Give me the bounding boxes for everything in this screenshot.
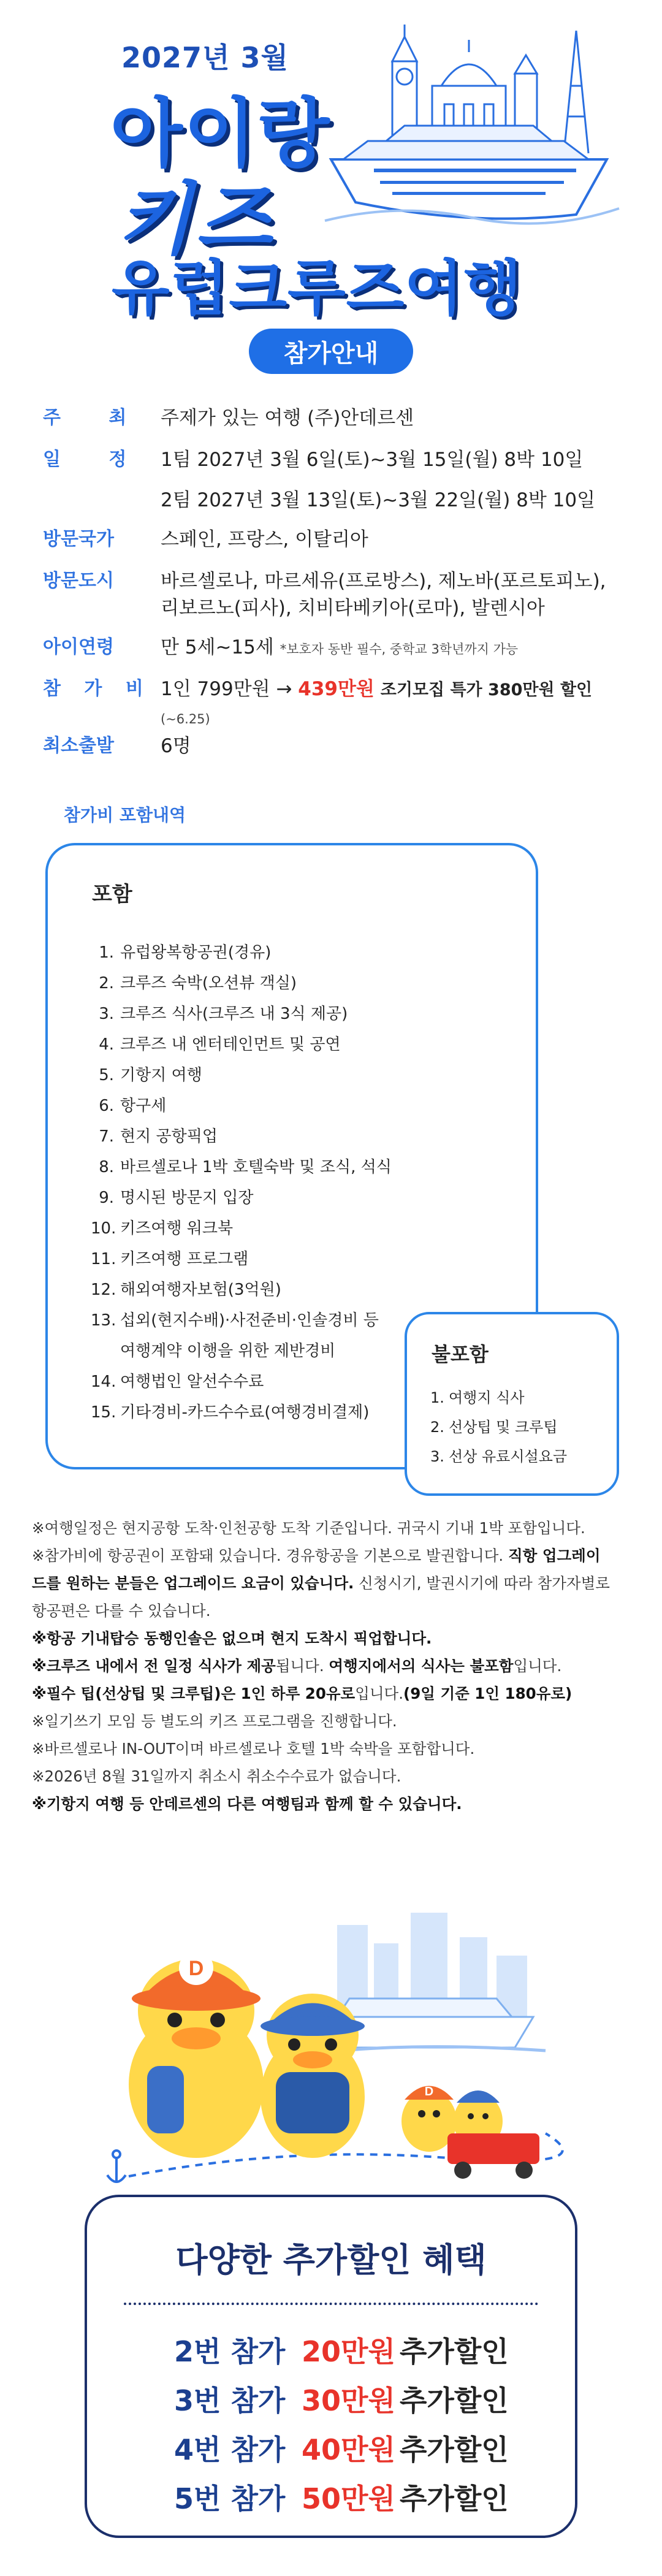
schedule-label: 일 정 [43, 449, 148, 470]
list-item: 6. 항구세 [99, 1097, 167, 1115]
fee-special: 조기모집 특가 380만원 할인 [380, 680, 593, 699]
list-item: 1. 여행지 식사 [430, 1389, 525, 1406]
info-row-fee [43, 676, 631, 733]
cruise-ship-landmarks-illustration [319, 18, 625, 239]
info-row-schedule [43, 446, 631, 514]
schedule-team-2: 2팀 2027년 3월 13일(토)~3월 22일(월) 8박 10일 [161, 489, 596, 511]
country-value: 스페인, 프랑스, 이탈리아 [161, 528, 368, 551]
hero-banner [0, 0, 662, 392]
info-row-country [43, 526, 631, 568]
trip-info-table [43, 405, 631, 774]
participation-guide-pill: 참가안내 [249, 329, 413, 374]
list-item: 9. 명시된 방문지 입장 [99, 1189, 254, 1207]
duck-cap-letter-2: D [424, 2085, 434, 2098]
note-5: ※필수 팁(선상팁 및 크루팁)은 1인 하루 20유로입니다.(9일 기준 1인 180유로) [32, 1685, 573, 1702]
list-item: 2. 크루즈 숙박(오션뷰 객실) [99, 974, 297, 993]
info-row-min [43, 733, 631, 774]
fee-original: 1인 799만원 → [161, 678, 292, 700]
age-range: 만 5세~15세 [161, 636, 274, 658]
list-item: 13. 섭외(현지수배)·사전준비·인솔경비 등 [91, 1311, 379, 1330]
list-item: 2. 선상팁 및 크루팁 [430, 1419, 558, 1436]
list-item: 3. 선상 유료시설요금 [430, 1448, 568, 1465]
city-value [152, 568, 631, 622]
discount-row: 4번 참가 40만원 추가할인 [174, 2433, 509, 2466]
exclude-title: 불포함 [432, 1343, 489, 1366]
list-item: 3. 크루즈 식사(크루즈 내 3식 제공) [99, 1005, 348, 1023]
notes-section [32, 1514, 639, 1818]
discount-rows [174, 2327, 517, 2523]
fee-deadline: (~6.25) [161, 712, 210, 726]
discount-title: 다양한 추가할인 혜택 [175, 2241, 487, 2279]
list-item: 12. 해외여행자보험(3억원) [91, 1281, 281, 1299]
note-1: ※여행일정은 현지공항 도착·인천공항 도착 기준입니다. 귀국시 기내 1박 포함입니다. [32, 1519, 585, 1537]
duck-cap-letter-1: D [188, 1957, 204, 1980]
list-item: 5. 기항지 여행 [99, 1066, 202, 1084]
note-4: ※크루즈 내에서 전 일정 식사가 제공됩니다. 여행지에서의 식사는 불포함입니다. [32, 1657, 562, 1675]
info-row-age [43, 634, 631, 676]
city-label: 방문도시 [43, 570, 114, 592]
note-9: ※기항지 여행 등 안데르센의 다른 여행팀과 함께 할 수 있습니다. [32, 1795, 462, 1813]
anchor-icon [107, 2151, 126, 2182]
duck-family-illustration [104, 1888, 570, 2207]
discount-row: 5번 참가 50만원 추가할인 [174, 2482, 509, 2515]
fee-discount: 439만원 [298, 678, 375, 700]
min-label: 최소출발 [43, 735, 114, 756]
discount-box [85, 2195, 577, 2538]
include-heading: 참가비 포함내역 [64, 805, 186, 825]
fee-value [152, 676, 631, 733]
country-label: 방문국가 [43, 528, 114, 550]
exclude-box [405, 1312, 619, 1496]
list-item: 7. 현지 공항픽업 [99, 1127, 218, 1146]
discount-divider [124, 2303, 538, 2305]
list-item: 10. 키즈여행 워크북 [91, 1219, 234, 1238]
note-6: ※일기쓰기 모임 등 별도의 키즈 프로그램을 진행합니다. [32, 1712, 397, 1730]
list-item: 4. 크루즈 내 엔터테인먼트 및 공연 [99, 1035, 341, 1054]
age-note: *보호자 동반 필수, 중학교 3학년까지 가능 [280, 642, 519, 657]
host-value: 주제가 있는 여행 (주)안데르센 [161, 407, 414, 429]
min-value: 6명 [161, 735, 191, 757]
host-label: 주 최 [43, 407, 148, 429]
discount-row: 3번 참가 30만원 추가할인 [174, 2384, 509, 2417]
note-7: ※바르셀로나 IN-OUT이며 바르셀로나 호텔 1박 숙박을 포함합니다. [32, 1740, 475, 1758]
list-item: 15. 기타경비-카드수수료(여행경비결제) [91, 1403, 370, 1422]
city-value-line1: 바르셀로나, 마르세유(프로방스), 제노바(포르토피노), [161, 570, 606, 592]
list-item-continued: 여행계약 이행을 위한 제반경비 [120, 1342, 336, 1360]
list-item: 14. 여행법인 알선수수료 [91, 1373, 264, 1391]
note-8: ※2026년 8월 31일까지 취소시 취소수수료가 없습니다. [32, 1767, 401, 1785]
note-2: ※참가비에 항공권이 포함돼 있습니다. 경유항공을 기본으로 발권합니다. 직항 업그레이 드를 원하는 분들은 업그레이드 요금이 있습니다. 신청시기, 발권시기에 따라 참가자별로 항공편은 다를 수 있습니다. [32, 1547, 610, 1620]
info-row-host [43, 405, 631, 446]
list-item: 11. 키즈여행 프로그램 [91, 1250, 249, 1268]
age-value [152, 634, 631, 663]
hero-title-line3: 유럽크루즈여행 [112, 254, 522, 324]
list-item: 1. 유럽왕복항공권(경유) [99, 943, 272, 962]
hero-title-line1: 아이랑 [110, 90, 331, 177]
discount-row: 2번 참가 20만원 추가할인 [174, 2335, 509, 2368]
exclude-list [430, 1383, 614, 1471]
hero-year: 2027년 3월 [121, 41, 289, 74]
schedule-team-1: 1팀 2027년 3월 6일(토)~3월 15일(월) 8박 10일 [161, 449, 584, 471]
list-item: 8. 바르셀로나 1박 호텔숙박 및 조식, 석식 [99, 1158, 392, 1176]
note-3: ※항공 기내탑승 동행인솔은 없으며 현지 도착시 픽업합니다. [32, 1629, 432, 1647]
age-label: 아이연령 [43, 636, 114, 658]
schedule-value [152, 446, 631, 514]
info-row-city [43, 568, 631, 622]
include-title: 포함 [92, 882, 132, 907]
fee-label: 참 가 비 [43, 678, 152, 699]
hero-title-line2: 키즈 [116, 174, 276, 265]
city-value-line2: 리보르노(피사), 치비타베키아(로마), 발렌시아 [161, 597, 545, 619]
